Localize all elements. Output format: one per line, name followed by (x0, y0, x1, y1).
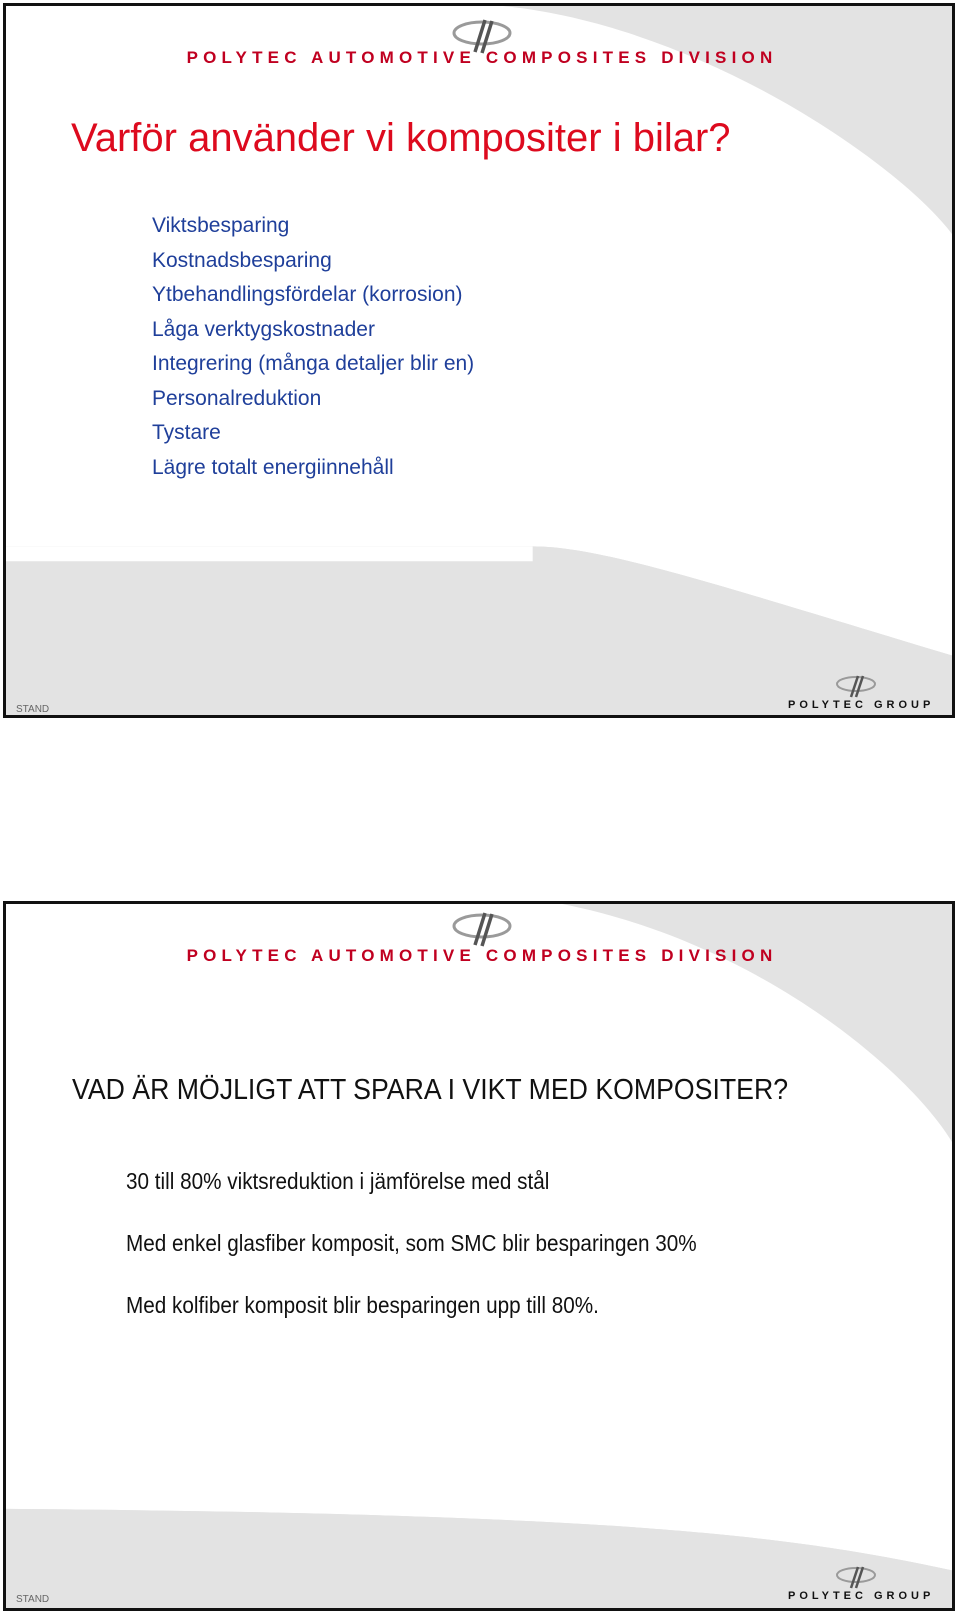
slide-title: VAD ÄR MÖJLIGT ATT SPARA I VIKT MED KOMPOSITER? (72, 1074, 789, 1106)
footer-brand: POLYTEC GROUP (788, 1590, 935, 1602)
list-item: Ytbehandlingsfördelar (korrosion) (152, 283, 463, 306)
slide-1 (3, 3, 955, 718)
statement: Med kolfiber komposit blir besparingen upp till 80%. (126, 1292, 599, 1318)
polytec-logo-icon (834, 1564, 878, 1590)
footer-stand-label: STAND (16, 704, 50, 715)
polytec-logo-icon (451, 909, 513, 949)
list-item: Personalreduktion (152, 386, 322, 410)
slide-title: Varför använder vi kompositer i bilar? (71, 116, 731, 160)
list-item: Viktsbesparing (152, 214, 290, 237)
bullet-list (152, 209, 474, 485)
list-item: Kostnadsbesparing (152, 248, 332, 272)
list-item: Lägre totalt energiinnehåll (152, 455, 394, 479)
statement: Med enkel glasfiber komposit, som SMC blir besparingen 30% (126, 1230, 697, 1256)
division-title: POLYTEC AUTOMOTIVE COMPOSITES DIVISION (186, 48, 778, 67)
polytec-logo-icon (834, 673, 878, 699)
background-swoosh (6, 6, 952, 715)
footer-stand-label: STAND (16, 1594, 50, 1605)
footer-brand: POLYTEC GROUP (788, 699, 935, 711)
list-item: Tystare (152, 421, 221, 444)
list-item: Integrering (många detaljer blir en) (152, 352, 475, 375)
slide-2 (3, 901, 955, 1611)
statement: 30 till 80% viktsreduktion i jämförelse med stål (126, 1168, 550, 1194)
division-title: POLYTEC AUTOMOTIVE COMPOSITES DIVISION (186, 946, 778, 965)
list-item: Låga verktygskostnader (152, 317, 375, 341)
